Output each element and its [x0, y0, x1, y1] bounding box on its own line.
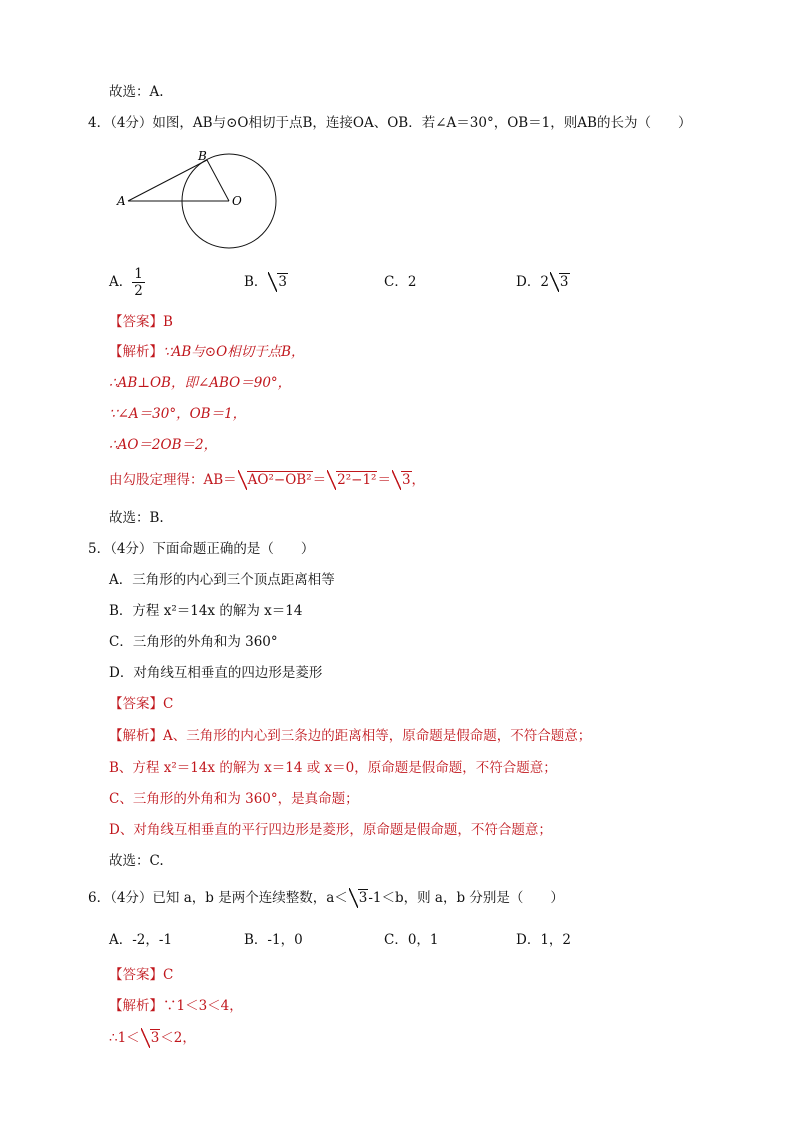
q4-option-a-label: A． [109, 274, 133, 290]
segment-ob [207, 160, 229, 201]
q6-option-c: C．0，1 [384, 932, 439, 948]
q4-analysis-line1 [109, 342, 305, 362]
q5-conclusion: 故选：C. [109, 853, 164, 869]
q5-option-c: C．三角形的外角和为 360° [109, 634, 278, 650]
equals-sign: ＝ [312, 472, 327, 488]
q4-option-a [109, 266, 145, 299]
q5-option-d: D．对角线互相垂直的四边形是菱形 [109, 665, 323, 681]
q6-option-d: D．1，2 [516, 932, 572, 948]
fraction-denominator: 2 [134, 283, 143, 299]
inequality-suffix: ＜2， [160, 1030, 196, 1046]
analysis-tag: 【解析】 [109, 998, 163, 1014]
q6-stem-prefix: 6．（4分）已知 a，b 是两个连续整数，a＜ [88, 890, 348, 906]
analysis-tag: 【解析】 [109, 728, 163, 744]
sqrt-symbol [327, 470, 377, 490]
q5-analysis-line3: C、三角形的外角和为 360°，是真命题； [109, 791, 359, 807]
q4-answer: 【答案】B [109, 314, 173, 330]
q6-stem-suffix: -1＜b，则 a，b 分别是（ ） [368, 890, 564, 906]
radicand: 3 [358, 890, 368, 906]
radicand: 2²−1² [337, 472, 377, 488]
label-b: B [198, 149, 207, 163]
q4-option-d [516, 272, 570, 292]
q6-answer: 【答案】C [109, 967, 174, 983]
q4-option-b-label: B． [244, 274, 268, 290]
segment-ab [128, 160, 207, 201]
q3-conclusion: 故选：A. [109, 84, 164, 100]
q4-analysis-line2: ∴AB⊥OB，即∠ABO＝90°， [109, 375, 292, 391]
q6-analysis-line2 [109, 1028, 196, 1048]
sqrt-symbol [141, 1028, 161, 1048]
radicand: 3 [150, 1030, 160, 1046]
fraction-one-half [132, 266, 145, 299]
sqrt-symbol [268, 272, 288, 292]
equals-sign: ＝ [377, 472, 391, 488]
q6-option-b: B．-1，0 [244, 932, 303, 948]
sqrt-symbol [238, 470, 313, 490]
sqrt-symbol [550, 272, 570, 292]
q4-option-c: C．2 [384, 274, 417, 290]
q6-stem [88, 888, 564, 908]
analysis-text: A、三角形的内心到三条边的距离相等，原命题是假命题，不符合题意； [163, 728, 592, 744]
q5-stem: 5．（4分）下面命题正确的是（ ） [88, 541, 315, 557]
q4-stem: 4．（4分）如图，AB与⊙O相切于点B，连接OA、OB．若∠A＝30°，OB＝1，则AB的长为（ ） [88, 115, 692, 131]
analysis-text: ∵1＜3＜4， [163, 998, 243, 1014]
q5-analysis-line4: D、对角线互相垂直的平行四边形是菱形，原命题是假命题，不符合题意； [109, 822, 552, 838]
comma: ， [411, 472, 426, 488]
q4-analysis-line4: ∴AO＝2OB＝2， [109, 437, 218, 453]
fraction-numerator: 1 [134, 266, 143, 282]
q4-conclusion: 故选：B. [109, 510, 164, 526]
q6-analysis-line1 [109, 996, 243, 1016]
q5-answer: 【答案】C [109, 696, 174, 712]
q4-option-b [244, 272, 288, 292]
radicand: 3 [401, 472, 411, 488]
q5-analysis-line1 [109, 726, 591, 746]
radicand: AO²−OB² [247, 472, 312, 488]
q5-analysis-line2: B、方程 x²＝14x 的解为 x＝14 或 x＝0，原命题是假命题，不符合题意； [109, 760, 557, 776]
radicand: 3 [559, 274, 569, 290]
inequality-prefix: ∴1＜ [109, 1030, 140, 1046]
pythagoras-prefix: 由勾股定理得：AB＝ [109, 472, 237, 488]
q4-analysis-line5 [109, 470, 425, 490]
label-a: A [117, 194, 126, 208]
q4-analysis-line3: ∵∠A＝30°，OB＝1， [109, 406, 247, 422]
q4-option-d-label: D．2 [516, 274, 549, 290]
q5-option-a: A．三角形的内心到三个顶点距离相等 [109, 572, 335, 588]
tangent-circle-figure [110, 146, 285, 258]
label-o: O [232, 194, 242, 208]
q5-option-b: B．方程 x²＝14x 的解为 x＝14 [109, 603, 303, 619]
q6-option-a: A．-2，-1 [109, 932, 173, 948]
analysis-tag: 【解析】 [109, 344, 163, 360]
radicand: 3 [278, 274, 288, 290]
analysis-text: ∵AB与⊙O相切于点B， [163, 344, 305, 360]
sqrt-symbol [349, 888, 369, 908]
sqrt-symbol [392, 470, 412, 490]
